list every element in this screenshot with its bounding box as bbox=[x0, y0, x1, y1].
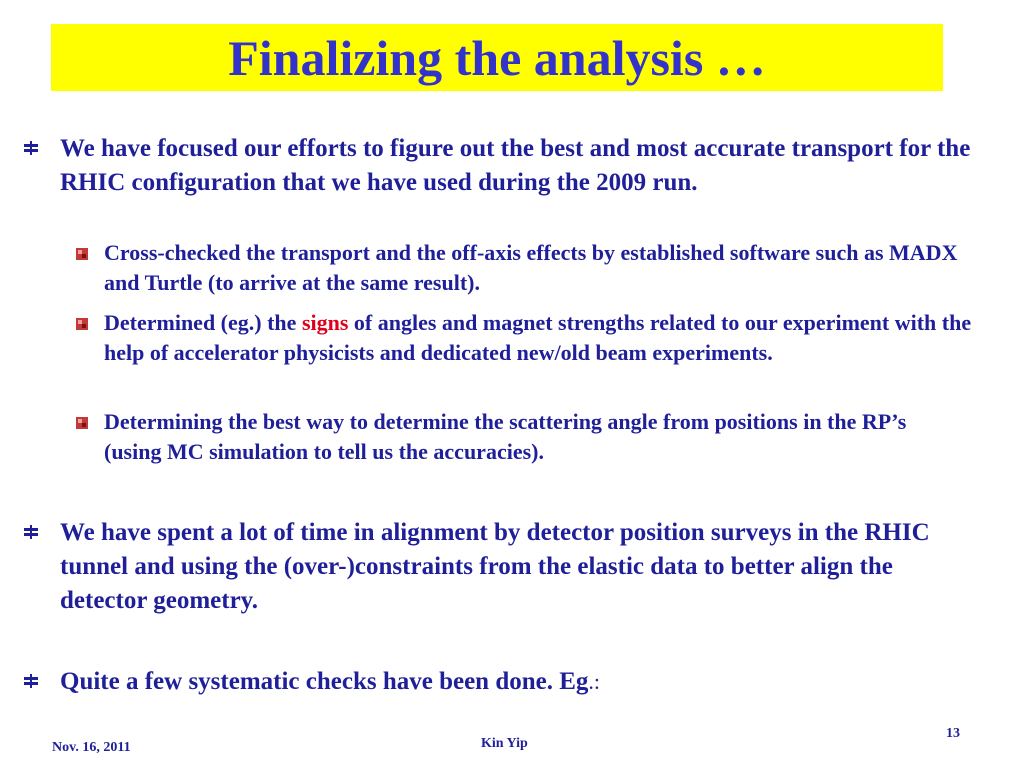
sub-bullet-crosscheck: Cross-checked the transport and the off-axis effects by established software such as MADX and Turtle (to arrive at the same result). bbox=[104, 240, 958, 295]
sub-bullet-scattering-angle: Determining the best way to determine the scattering angle from positions in the RP’s (using MC simulation to tell us the accuracies). bbox=[104, 409, 907, 464]
footer-date: Nov. 16, 2011 bbox=[52, 740, 131, 755]
red-cube-bullet-icon bbox=[76, 317, 88, 329]
red-cube-bullet-icon bbox=[76, 247, 88, 259]
bullet-item-alignment: We have spent a lot of time in alignment by detector position surveys in the RHIC tunnel and using the (over-)constraints from the elastic data to better align the detector geometry. bbox=[60, 519, 930, 614]
stacked-bars-bullet-icon bbox=[24, 674, 38, 688]
highlight-signs: signs bbox=[301, 310, 349, 335]
sub-bullet-text-before: Determined (eg.) the bbox=[104, 310, 302, 335]
footer-author: Kin Yip bbox=[481, 736, 528, 751]
slide-number: 13 bbox=[946, 726, 960, 741]
stacked-bars-bullet-icon bbox=[24, 525, 38, 539]
stacked-bars-bullet-icon bbox=[24, 141, 38, 155]
sub-bullet-determined-signs bbox=[104, 308, 984, 368]
red-cube-bullet-icon bbox=[76, 416, 88, 428]
sub-bullet-text-after: of angles and magnet strengths related to our experiment with the help of accelerator physicists and dedicated new/old beam experiments. bbox=[104, 310, 972, 365]
title-banner bbox=[51, 24, 943, 91]
bullet-main-text: Quite a few systematic checks have been done. Eg bbox=[60, 668, 589, 695]
bullet-item-systematic-checks bbox=[60, 665, 980, 699]
bullet-item-transport: We have focused our efforts to figure out the best and most accurate transport for the RHIC configuration that we have used during the 2009 run. bbox=[60, 135, 971, 196]
bullet-tail-text: .: bbox=[588, 669, 601, 694]
slide-title: Finalizing the analysis … bbox=[228, 29, 766, 86]
